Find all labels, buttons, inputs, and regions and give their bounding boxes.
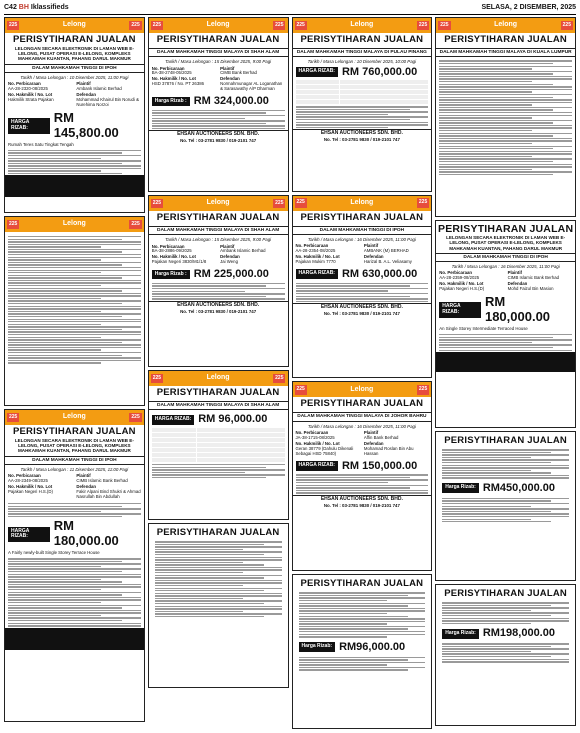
court-name: DALAM MAHKAMAH TINGGI MALAYA DI SHAH ALAM: [149, 48, 288, 58]
reserve-price: [293, 267, 432, 282]
detail-item: [152, 67, 216, 77]
ads-grid: [4, 17, 576, 729]
reserve-price-label: Harga Rizab :: [152, 97, 190, 107]
auctioneer: [293, 495, 432, 509]
ad-title: PERISYTIHARAN JUALAN: [12, 426, 136, 437]
detail-value: AMBANK (M) BERHAD: [363, 248, 409, 254]
reserve-price-label: Harga Rizab:: [442, 629, 479, 639]
detail-item: [220, 245, 284, 255]
court-name: DALAM MAHKAMAH TINGGI DI IPOH: [293, 226, 432, 236]
auction-date: Tarikh / Masa Lelongan : 16 Disember 2025, 11:00 Pagi: [307, 423, 416, 429]
category-label: Lelong: [206, 21, 230, 29]
category-code: 225: [417, 385, 429, 395]
ad-band: [149, 18, 288, 33]
body-text: [436, 333, 575, 352]
court-name: DALAM MAHKAMAH TINGGI MALAYA DI SHAH ALAM: [149, 226, 288, 236]
ad-title: PERISYTIHARAN JUALAN: [444, 34, 567, 45]
body-text: [436, 59, 575, 176]
reserve-price-label: Harga Rizab:: [442, 483, 479, 493]
reserve-price-label: HARGA RIZAB:: [296, 269, 338, 279]
detail-label: Plaintif: [363, 243, 379, 249]
detail-label: Defendan: [220, 76, 240, 82]
detail-label: No. Perbicaraan: [295, 429, 329, 435]
auctioneer-phone: No. Tel : 03-2781 9830 / 019-2101 747: [180, 308, 257, 314]
detail-item: [439, 271, 503, 281]
detail-item: [296, 244, 360, 254]
detail-item: [220, 77, 284, 92]
ad-title: PERISYTIHARAN JUALAN: [156, 34, 280, 45]
category-label: Lelong: [206, 199, 230, 207]
reserve-price-amount: RM 760,000.00: [341, 65, 418, 78]
category-code: 225: [273, 21, 285, 31]
detail-item: [152, 245, 216, 255]
category-code: 225: [417, 21, 429, 31]
reserve-price-amount: RM 150,000.00: [341, 459, 418, 472]
property-type: A Fairly newly-built Single Storey Terrace House: [8, 550, 100, 556]
detail-value: BA-38-2886-09/2025: [151, 248, 192, 254]
ad-block: [4, 17, 145, 213]
detail-label: Defendan: [76, 92, 96, 98]
detail-item: [296, 442, 360, 457]
reserve-price: [296, 640, 429, 655]
body-text: [296, 591, 429, 638]
detail-label: Plaintif: [220, 243, 235, 249]
auctioneer-name: EHSAN AUCTIONEERS SDN. BHD.: [177, 301, 260, 308]
auction-date: Tarikh / Masa Lelongan : 16 Disember 2025, 11:00 Pagi: [307, 237, 416, 243]
detail-value: Affin Bank Berhad: [363, 434, 399, 440]
detail-value: BA-38-2748-05/2025: [151, 70, 192, 76]
reserve-price: [293, 65, 432, 80]
detail-label: Plaintif: [220, 65, 235, 71]
ad-block: [148, 370, 289, 520]
category-code: 225: [7, 220, 19, 230]
detail-label: Plaintif: [363, 429, 379, 435]
detail-value: Jai Weng: [220, 259, 238, 265]
auctioneer-phone: No. Tel : 03-2781 9830 / 019-2101 747: [323, 502, 400, 508]
court-name: DALAM MAHKAMAH TINGGI MALAYA DI SHAH ALAM: [149, 401, 288, 411]
detail-label: No. Hakmilik / No. Lot: [8, 484, 53, 490]
detail-item: [439, 282, 503, 292]
category-code: 225: [7, 21, 19, 31]
detail-label: No. Hakmilik / No. Lot: [151, 76, 196, 82]
reserve-price: [5, 518, 144, 550]
detail-label: No. Perbicaraan: [8, 473, 41, 479]
ad-title: PERISYTIHARAN JUALAN: [156, 212, 280, 223]
court-name: DALAM MAHKAMAH TINGGI MALAYA DI KUALA LUMPUR: [436, 48, 575, 58]
body-text: [293, 473, 432, 494]
detail-item: [296, 255, 360, 265]
detail-label: No. Hakmilik / No. Lot: [439, 281, 484, 287]
auctioneer-phone: No. Tel : 03-2781 9830 / 019-2101 747: [323, 310, 400, 316]
body-text: [439, 448, 572, 480]
detail-item: [8, 82, 72, 92]
auctioneer-name: EHSAN AUCTIONEERS SDN. BHD.: [177, 131, 260, 138]
reserve-price-label: Harga Rizab :: [152, 270, 190, 280]
ad-band: [5, 18, 144, 33]
detail-item: [76, 82, 140, 92]
ad-title: PERISYTIHARAN JUALAN: [156, 387, 280, 398]
detail-value: Pajakan Negeri H.S.(D): [8, 489, 53, 495]
detail-value: CIMB Islamic Bank Berhad: [76, 478, 128, 484]
reserve-price: [293, 459, 432, 474]
case-details: [149, 243, 288, 268]
detail-label: Defendan: [220, 254, 240, 260]
detail-item: [8, 93, 72, 108]
property-type: Rumah Teres Satu Tingkat Tengah: [8, 141, 74, 147]
detail-item: [220, 67, 284, 77]
ad-block: [148, 195, 289, 367]
detail-value: Mohamad Roslan Bin Abu Hassan: [363, 445, 414, 456]
category-label: Lelong: [62, 220, 86, 228]
detail-item: [364, 431, 428, 441]
auctioneer-phone: No. Tel : 03-2781 9830 / 019-2101 747: [180, 138, 257, 144]
page-code: C42: [4, 4, 17, 12]
ad-title: PERISYTIHARAN JUALAN: [12, 34, 136, 45]
reserve-price-amount: RM96,000.00: [339, 640, 406, 653]
body-text: [149, 463, 288, 479]
detail-value: Harizal B. A.L. Veliasamy: [363, 259, 412, 265]
category-code: 225: [151, 374, 163, 384]
category-code: 225: [417, 198, 429, 208]
auction-date: Tarikh / Masa Lelongan : 16 Disember 2025, 11:00 Pagi: [451, 264, 560, 270]
body-text: [152, 540, 285, 618]
detail-value: Ambank Islamic Berhad: [76, 86, 122, 92]
detail-label: Defendan: [363, 254, 384, 260]
detail-label: No. Perbicaraan: [439, 270, 472, 276]
ad-subtitle: LELONGAN SECARA ELEKTRONIK DI LAMAN WEB E-LELONG, PUSAT OPERASI E-LELONG, KOMPLEKS MAHKAMAH KUANTAN, PAHANG DARUL MAKMUR: [14, 45, 134, 62]
ad-band: [293, 18, 432, 33]
detail-label: Defendan: [507, 281, 528, 287]
reserve-price-label: Harga Rizab:: [299, 642, 336, 652]
reserve-price-label: HARGA RIZAB:: [439, 302, 481, 318]
reserve-price-label: HARGA RIZAB:: [8, 118, 50, 134]
detail-item: [76, 485, 140, 500]
detail-item: [152, 77, 216, 92]
reserve-price: [149, 412, 288, 427]
detail-label: Plaintif: [76, 473, 91, 479]
masthead: [4, 3, 576, 15]
notice-section: [435, 431, 576, 581]
reserve-price: [439, 626, 572, 641]
auction-date: Tarikh / Masa Lelongan : 10 Disember 2025, 11:00 Pagi: [20, 75, 129, 81]
ad-band: [5, 217, 144, 232]
detail-label: No. Perbicaraan: [8, 81, 41, 87]
column-1: [4, 17, 145, 729]
property-table: [149, 427, 288, 463]
detail-label: No. Perbicaraan: [151, 243, 185, 249]
auctioneer-name: EHSAN AUCTIONEERS SDN. BHD.: [320, 495, 403, 502]
detail-item: [76, 474, 140, 484]
case-details: [436, 269, 575, 294]
court-name: DALAM MAHKAMAH TINGGI DI IPOH: [436, 253, 575, 263]
body-text: [293, 282, 432, 303]
body-text: [439, 642, 572, 663]
auction-date: Tarikh / Masa Lelongan : 11 Disember 2025, 11:00 Pagi: [20, 467, 129, 473]
category-code: 225: [273, 374, 285, 384]
case-details: [149, 65, 288, 95]
masthead-date: SELASA, 2 DISEMBER, 2025: [481, 4, 576, 12]
category-code: 225: [561, 21, 573, 31]
category-label: Lelong: [350, 199, 374, 207]
ad-block: [292, 381, 433, 571]
detail-item: [152, 255, 216, 265]
notice-section: [292, 574, 433, 729]
column-3: [292, 17, 433, 729]
contact-bar: [436, 352, 575, 372]
ad-block: [292, 17, 433, 192]
category-code: 225: [129, 220, 141, 230]
ad-title: PERISYTIHARAN JUALAN: [444, 435, 567, 446]
ad-block: [435, 220, 576, 428]
notice-text: [5, 232, 144, 365]
reserve-price-label: HARGA RIZAB:: [296, 67, 338, 77]
reserve-price-amount: RM 630,000.00: [341, 268, 418, 280]
reserve-price-amount: RM 145,800.00: [53, 110, 119, 140]
ad-band: [149, 371, 288, 386]
detail-label: Plaintif: [507, 270, 522, 276]
detail-value: Pajakan Negeri 3830/M1/1/8: [151, 259, 207, 265]
detail-item: [364, 244, 428, 254]
category-label: Lelong: [62, 413, 86, 421]
detail-item: [508, 282, 572, 292]
detail-item: [8, 485, 72, 500]
detail-value: CIMB Islamic Bank Berhad: [507, 275, 559, 281]
notice-section: [435, 584, 576, 726]
court-name: DALAM MAHKAMAH TINGGI DI IPOH: [5, 456, 144, 466]
ad-block: [292, 195, 433, 379]
category-label: Lelong: [62, 21, 86, 29]
ad-band: [436, 18, 575, 33]
property-table: [293, 79, 432, 105]
detail-label: No. Hakmilik / No. Lot: [295, 440, 340, 446]
body-text: [149, 109, 288, 130]
detail-label: No. Perbicaraan: [151, 65, 185, 71]
ad-band: [293, 196, 432, 211]
detail-label: Defendan: [363, 440, 384, 446]
detail-value: JA-38-1715-08/2025: [295, 434, 335, 440]
detail-value: Pajakan Mukim 7770: [295, 259, 336, 265]
contact-bar: [5, 175, 144, 197]
detail-label: Defendan: [76, 484, 96, 490]
detail-value: Pajakan Negeri H.S.(D): [439, 286, 485, 292]
detail-value: Mohd Faizul Bin Masion: [507, 286, 554, 292]
reserve-price-label: HARGA RIZAB:: [8, 527, 50, 543]
brand-code: BH: [18, 4, 29, 12]
detail-label: No. Perbicaraan: [295, 243, 329, 249]
category-code: 225: [7, 413, 19, 423]
body-text: [296, 656, 429, 672]
category-code: 225: [438, 21, 450, 31]
ad-block: [4, 409, 145, 722]
auctioneer: [293, 129, 432, 143]
reserve-price-amount: RM450,000.00: [482, 482, 555, 495]
ad-band: [149, 196, 288, 211]
reserve-price-amount: RM198,000.00: [482, 627, 555, 640]
court-name: DALAM MAHKAMAH TINGGI MALAYA DI JOHOR BAHRU: [293, 412, 432, 422]
case-details: [5, 472, 144, 502]
detail-value: Ambank Islamic Berhad: [220, 248, 266, 254]
auctioneer: [149, 301, 288, 315]
reserve-price-amount: RM 324,000.00: [193, 95, 269, 108]
masthead-left: [4, 4, 69, 12]
body-text: [293, 105, 432, 129]
reserve-price-amount: RM 96,000.00: [198, 413, 268, 426]
category-code: 225: [129, 21, 141, 31]
detail-value: AA-28-2349-08/2025: [8, 478, 48, 484]
reserve-price: [5, 110, 144, 142]
detail-item: [364, 255, 428, 265]
body-text: [149, 282, 288, 301]
detail-item: [364, 442, 428, 457]
category-code: 225: [151, 199, 163, 209]
detail-label: No. Hakmilik / No. Lot: [295, 254, 340, 260]
category-label: Lelong: [350, 21, 374, 29]
category-label: Lelong: [494, 21, 518, 29]
body-text: [5, 149, 144, 176]
ad-band: [293, 382, 432, 397]
contact-bar: [5, 628, 144, 650]
reserve-price: [149, 267, 288, 282]
ad-title: PERISYTIHARAN JUALAN: [156, 527, 280, 538]
ad-subtitle: LELONGAN SECARA ELEKTRONIK DI LAMAN WEB E-LELONG, PUSAT OPERASI E-LELONG, KOMPLEKS MAHKAMAH KUANTAN, PAHANG DARUL MAKMUR: [14, 437, 134, 454]
auction-date: Tarikh / Masa Lelongan : 15 Disember 2025, 9:00 Pagi: [165, 59, 272, 65]
detail-value: Geran 38779 (Dahulu Dikenali Sebagai HSD 75840): [295, 445, 354, 456]
case-details: [293, 242, 432, 267]
body-text: [439, 601, 572, 625]
column-4: [435, 17, 576, 729]
detail-value: Mohammad Khairul Bin Norudi & Nurehima Norzoi: [76, 97, 139, 108]
notice-section: [148, 523, 289, 688]
auction-date: Tarikh / Masa Lelongan : 10 Disember 2025, 10:00 Pagi: [307, 59, 417, 65]
detail-label: No. Hakmilik / No. Lot: [151, 254, 196, 260]
body-text: [439, 497, 572, 524]
ad-band: [5, 410, 144, 425]
detail-item: [220, 255, 284, 265]
reserve-price-label: HARGA RIZAB:: [152, 415, 194, 425]
body-text: [5, 557, 144, 627]
ad-title: PERISYTIHARAN JUALAN: [300, 34, 424, 45]
body-text: [5, 502, 144, 518]
court-name: DALAM MAHKAMAH TINGGI MALAYA DI PULAU PINANG: [293, 48, 432, 58]
detail-value: Normahmunagar AL Loganathan & Sarasavathy A/P Dharman: [220, 81, 283, 92]
auctioneer-name: EHSAN AUCTIONEERS SDN. BHD.: [320, 130, 403, 137]
ad-title: PERISYTIHARAN JUALAN: [437, 223, 574, 235]
detail-value: AA-28-2359-08/2025: [439, 275, 480, 281]
category-code: 225: [129, 413, 141, 423]
auctioneer: [149, 130, 288, 144]
ad-subtitle: LELONGAN SECARA ELEKTRONIK DI LAMAN WEB E-LELONG, PUSAT OPERASI E-LELONG, KOMPLEKS MAHKAMAH KUANTAN, PAHANG DARUL MAKMUR: [446, 235, 566, 251]
detail-item: [8, 474, 72, 484]
section-title: Iklassifieds: [30, 4, 69, 12]
reserve-price-amount: RM 225,000.00: [193, 268, 269, 281]
auctioneer-name: EHSAN AUCTIONEERS SDN. BHD.: [320, 304, 403, 311]
category-code: 225: [273, 199, 285, 209]
ad-title: PERISYTIHARAN JUALAN: [300, 211, 424, 223]
detail-value: HSD 37876 / No. PT 26386: [151, 81, 204, 87]
reserve-price: [149, 94, 288, 109]
category-code: 225: [295, 21, 307, 31]
ad-block: [435, 17, 576, 217]
auctioneer-phone: No. Tel : 03-2781 9830 / 019-2101 747: [323, 136, 400, 142]
reserve-price: [439, 481, 572, 496]
detail-value: Hakmilik Strata Pajakan: [8, 97, 54, 103]
detail-item: [296, 431, 360, 441]
reserve-price: [436, 294, 575, 326]
detail-value: AA-28-2354-08/2025: [295, 248, 336, 254]
detail-value: Fakir Alpani Bind Shukri & Ahmad Nasrullah Bin Abdullah: [76, 489, 141, 500]
ad-block: [4, 216, 145, 406]
detail-label: No. Hakmilik / No. Lot: [8, 92, 53, 98]
category-code: 225: [295, 385, 307, 395]
detail-value: AA-28-2320-08/2025: [8, 86, 48, 92]
ad-title: PERISYTIHARAN JUALAN: [444, 588, 567, 599]
category-code: 225: [295, 198, 307, 208]
auction-date: Tarikh / Masa Lelongan : 15 Disember 2025, 9:00 Pagi: [165, 237, 272, 243]
detail-label: Plaintif: [76, 81, 91, 87]
court-name: DALAM MAHKAMAH TINGGI DI IPOH: [5, 64, 144, 74]
column-2: [148, 17, 289, 729]
detail-item: [508, 271, 572, 281]
case-details: [293, 429, 432, 459]
detail-value: CIMB Bank Berhad: [220, 70, 257, 76]
ad-title: PERISYTIHARAN JUALAN: [300, 398, 424, 410]
property-type: An Single Storey Intermediate Terraced House: [439, 326, 528, 332]
case-details: [5, 80, 144, 110]
category-label: Lelong: [206, 374, 230, 382]
auctioneer: [293, 303, 432, 317]
reserve-price-label: HARGA RIZAB:: [296, 461, 338, 471]
reserve-price-amount: RM 180,000.00: [53, 518, 119, 549]
category-code: 225: [151, 21, 163, 31]
detail-item: [76, 93, 140, 108]
ad-block: [148, 17, 289, 192]
category-label: Lelong: [350, 385, 374, 393]
ad-title: PERISYTIHARAN JUALAN: [300, 578, 424, 590]
reserve-price-amount: RM 180,000.00: [484, 294, 551, 325]
